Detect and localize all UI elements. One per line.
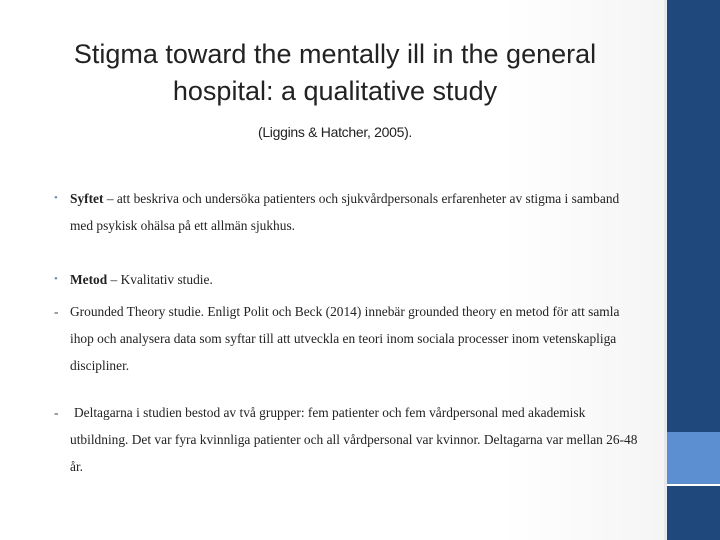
grounded-theory-text: Grounded Theory studie. Enligt Polit och Beck (2014) innebär grounded theory en metod för att samla ihop och analysera data som syftar till att utveckla en teori inom sociala processer inom vetenskapliga discipliner. bbox=[70, 304, 620, 373]
slide-body bbox=[54, 185, 644, 480]
metod-label: Metod bbox=[70, 272, 108, 287]
syftet-label: Syftet bbox=[70, 191, 104, 206]
list-item-syftet bbox=[54, 185, 644, 239]
list-item-grounded-theory bbox=[54, 298, 644, 379]
bullet-icon: • bbox=[54, 273, 58, 285]
metod-text: – Kvalitativ studie. bbox=[107, 272, 213, 287]
slide-subtitle: (Liggins & Hatcher, 2005). bbox=[257, 124, 413, 140]
syftet-text: – att beskriva och undersöka patienters och sjukvårdpersonals erfarenheter av stigma i samband med psykisk ohälsa på ett allmän sjukhus. bbox=[70, 191, 620, 233]
bullet-icon: • bbox=[54, 192, 58, 204]
dash-icon: - bbox=[54, 304, 59, 319]
side-panel-accent bbox=[667, 432, 720, 484]
list-item-metod bbox=[54, 266, 644, 293]
slide-title: Stigma toward the mentally ill in the general hospital: a qualitative study bbox=[73, 39, 597, 106]
side-panel-dark-top bbox=[667, 0, 720, 432]
deltagare-text: Deltagarna i studien bestod av två grupper: fem patienter och fem vårdpersonal med akademisk utbildning. Det var fyra kvinnliga patienter och all vårdpersonal var kvinnor. Deltagarna var mellan 26-48 år. bbox=[70, 405, 638, 474]
list-item-deltagare bbox=[54, 399, 644, 480]
dash-icon: - bbox=[54, 405, 59, 420]
side-panel-dark-bottom bbox=[667, 486, 720, 540]
